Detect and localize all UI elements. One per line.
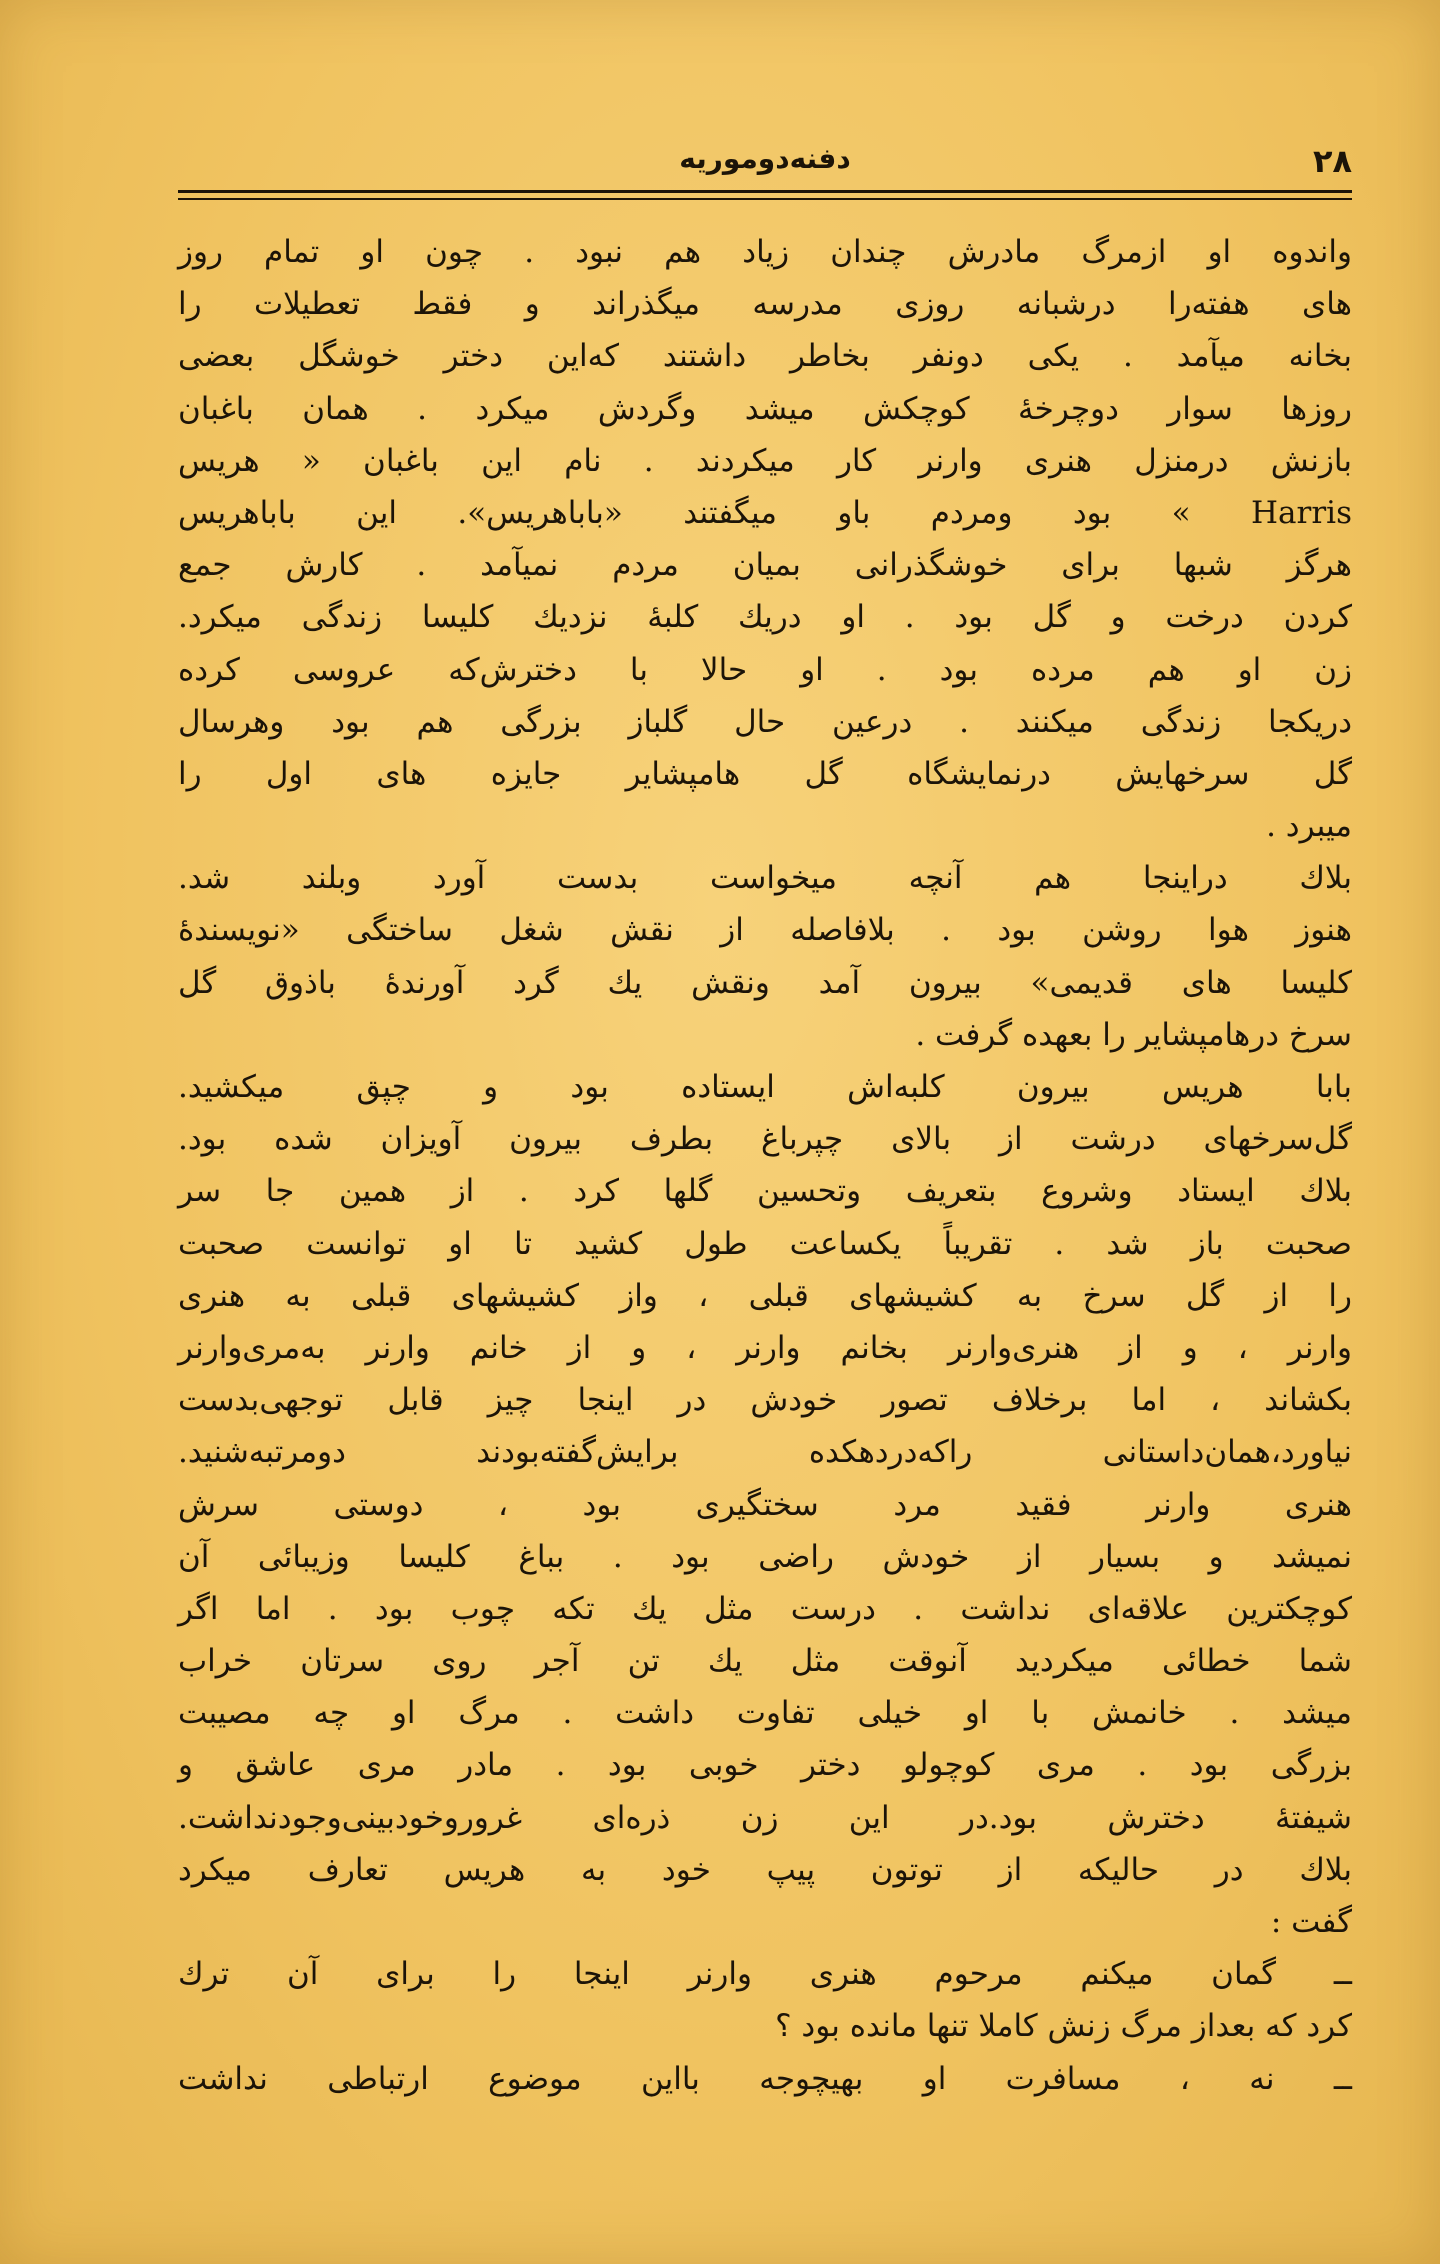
text-line: Harris » بود ومردم باو میگفتند «باباهریس». این باباهریس — [178, 494, 1352, 531]
text-line: وارنر ، و از هنری‌وارنر بخانم وارنر ، و از خانم وارنر به‌مری‌وارنر — [178, 1329, 1352, 1366]
text-line: های هفته‌را درشبانه روزی مدرسه میگذراند و فقط تعطیلات را — [178, 286, 1352, 323]
text-line: دریکجا زندگی میکنند . درعین حال گلباز بزرگی هم بود وهرسال — [178, 703, 1352, 740]
text-line: روزها سوار دوچرخهٔ کوچکش میشد وگردش میکرد . همان باغبان — [178, 390, 1352, 427]
text-line: هنوز هوا روشن بود . بلافاصله از نقش شغل ساختگی «نویسندهٔ — [178, 912, 1352, 949]
text-line: شما خطائی میکردید آنوقت مثل یك تن آجر روی سرتان خراب — [178, 1643, 1352, 1680]
page-number: ۲۸ — [1312, 142, 1352, 180]
text-line: کردن درخت و گل بود . او دریك کلبهٔ نزدیك کلیسا زندگی میکرد. — [178, 599, 1352, 636]
text-line: میشد . خانمش با او خیلی تفاوت داشت . مرگ او چه مصیبت — [178, 1695, 1352, 1732]
text-line: بلاك دراینجا هم آنچه میخواست بدست آورد وبلند شد. — [178, 860, 1352, 897]
header-rule-bottom — [178, 198, 1352, 200]
text-line: بکشاند ، اما برخلاف تصور خودش در اینجا چیز قابل توجهی‌بدست — [178, 1382, 1352, 1419]
header-rule-top — [178, 190, 1352, 193]
text-line: هرگز شبها برای خوشگذرانی بمیان مردم نمیآمد . کارش جمع — [178, 547, 1352, 584]
text-line: هنری وارنر فقید مرد سختگیری بود ، دوستی سرش — [178, 1486, 1352, 1523]
text-line: کوچکترین علاقه‌ای نداشت . درست مثل یك تکه چوب بود . اما اگر — [178, 1590, 1352, 1627]
text-line: بازنش درمنزل هنری وارنر کار میکردند . نام این باغبان « هریس — [178, 442, 1352, 479]
text-line: بزرگی بود . مری کوچولو دختر خوبی بود . مادر مری عاشق و — [178, 1747, 1352, 1784]
text-line: بلاك ایستاد وشروع بتعریف وتحسین گلها کرد . از همین جا سر — [178, 1173, 1352, 1210]
text-line: واندوه او ازمرگ مادرش چندان زیاد هم نبود . چون او تمام روز — [178, 234, 1352, 270]
text-line: صحبت باز شد . تقریباً یکساعت طول کشید تا او توانست صحبت — [178, 1225, 1352, 1262]
page-header — [178, 138, 1352, 188]
text-line: کرد که بعداز مرگ زنش کاملا تنها مانده بود ؟ — [775, 2008, 1352, 2045]
text-line: شیفتهٔ دخترش بود.در این زن ذره‌ای غرورو‌خودبینی‌وجودنداشت. — [178, 1799, 1352, 1836]
text-line: را از گل سرخ به کشیشهای قبلی ، واز کشیشهای قبلی به هنری — [178, 1277, 1352, 1314]
text-line: کلیسا های قدیمی» بیرون آمد ونقش یك گرد آورندهٔ باذوق گل — [178, 964, 1352, 1001]
text-line: بلاك در حالیکه از توتون پیپ خود به هریس تعارف میکرد — [178, 1851, 1352, 1888]
text-line: بابا هریس بیرون کلبه‌اش ایستاده بود و چپق میکشید. — [178, 1069, 1352, 1105]
text-line: نیاورد،همان‌داستانی راکه‌دردهکده برایش‌گفته‌بودند دومرتبه‌شنید. — [178, 1434, 1352, 1471]
text-line: بخانه میآمد . یکی دونفر بخاطر داشتند که‌این دختر خوشگل بعضی — [178, 338, 1352, 375]
text-line: گل سرخهایش درنمایشگاه گل هامپشایر جایزه های اول را — [178, 755, 1352, 792]
text-line: ــ نه ، مسافرت او بهیچوجه بااین موضوع ارتباطی نداشت — [178, 2060, 1352, 2097]
running-title: دفنه‌دوموریه — [679, 142, 851, 175]
text-line: میبرد . — [1266, 808, 1352, 845]
text-line: سرخ درهامپشایر را بعهده گرفت . — [915, 1016, 1352, 1053]
text-line: نمیشد و بسیار از خودش راضی بود . بباغ کلیسا وزیبائی آن — [178, 1538, 1352, 1575]
text-line: زن او هم مرده بود . او حالا با دخترش‌که عروسی کرده — [178, 651, 1352, 688]
text-line: گل‌سرخهای درشت از بالای چپرباغ بطرف بیرون آویزان شده بود. — [178, 1121, 1352, 1158]
text-line: گفت : — [1270, 1904, 1352, 1940]
body-text — [178, 226, 1352, 2105]
text-line: ــ گمان میکنم مرحوم هنری وارنر اینجا را برای آن ترك — [178, 1956, 1352, 1993]
